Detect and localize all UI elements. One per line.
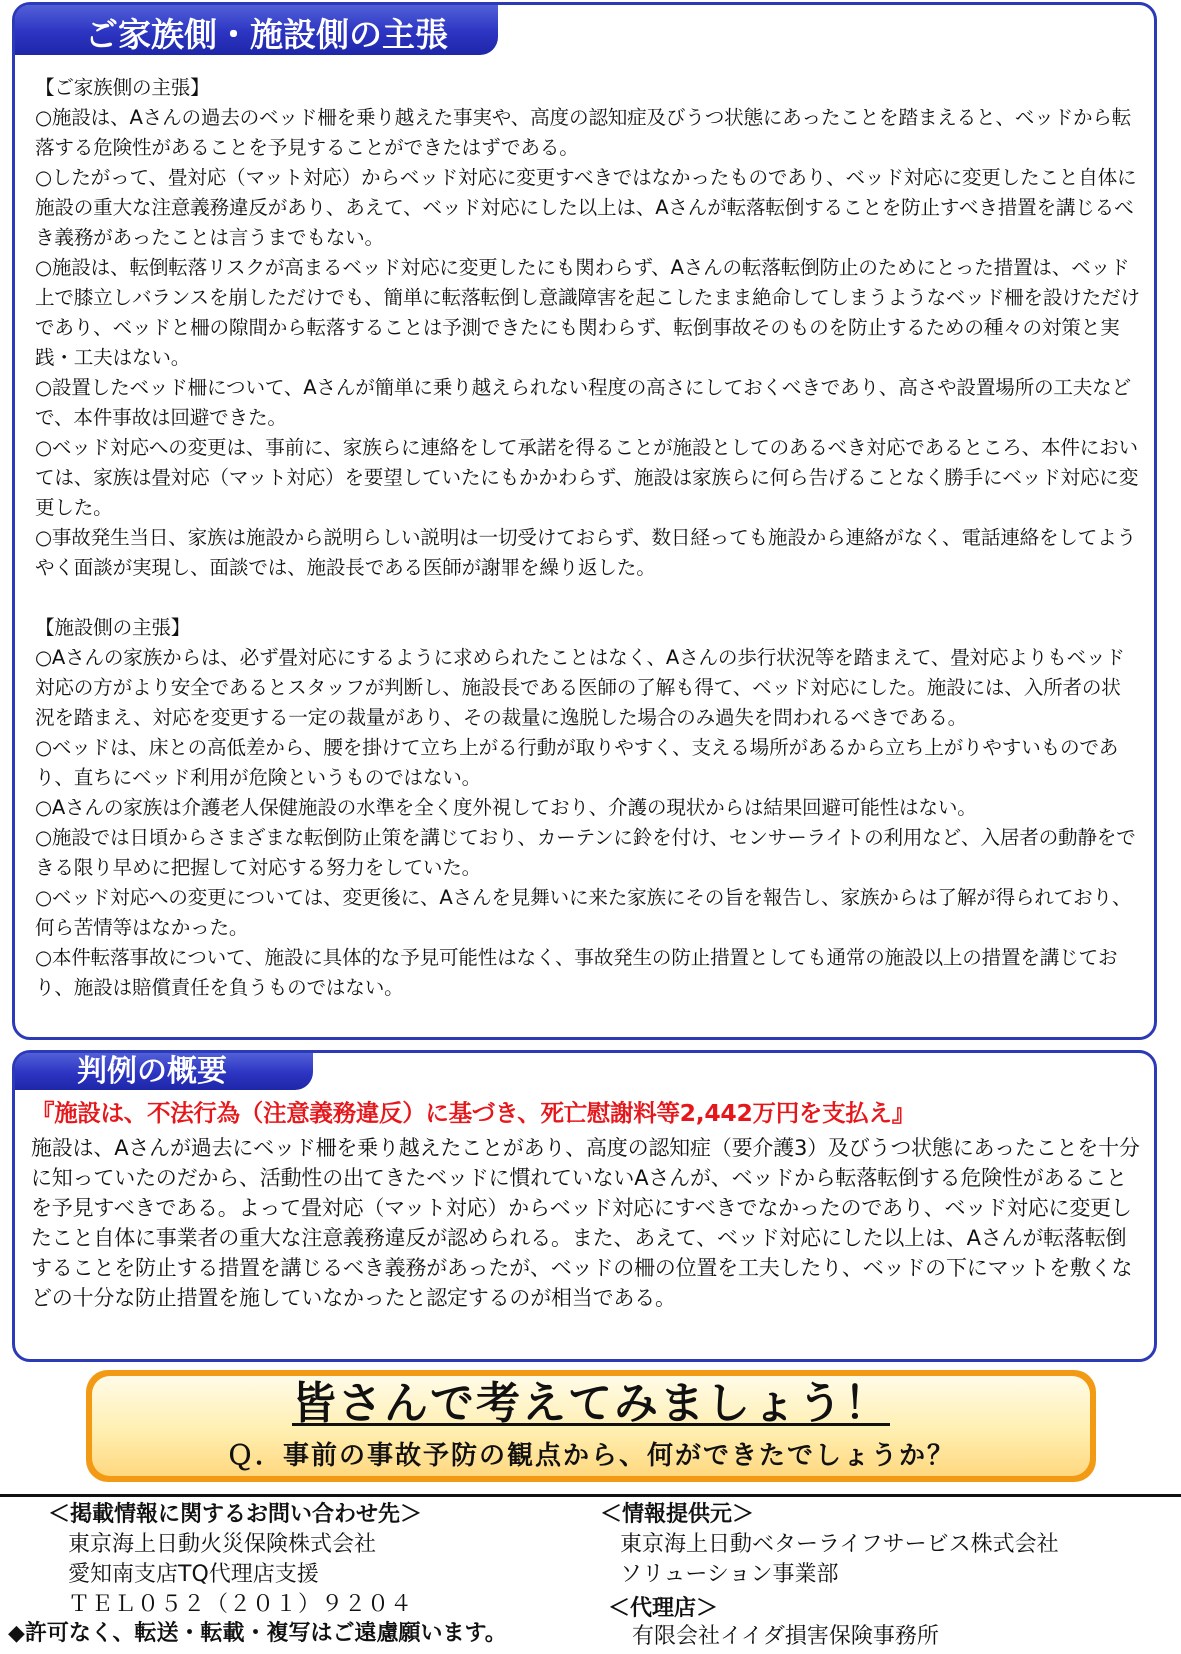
discussion-title: 皆さんで考えてみましょう！ [292, 1378, 890, 1429]
agent-name: 有限会社イイダ損害保険事務所 [632, 1624, 939, 1649]
ruling-body: 施設は、Aさんが過去にベッド柵を乗り越えたことがあり、高度の認知症（要介護3）及びうつ状態にあったことを十分に知っていたのだから、活動性の出てきたベッドに慣れていないAさんが、ベッドから転落転倒する危険性があることを予見すべきである。よって畳対応（マット対応）からベッド対応にすべきでなかったのであり、ベッド対応に変更したこと自体に事業者の重大な注意義務違反が認められる。また、あえて、ベッド対応にした以上は、Aさんが転落転倒することを防止する措置を講じるべき義務があったが、ベッドの柵の位置を工夫したり、ベッドの下にマットを敷くなどの十分な防止措置を施していなかったと認定するのが相当である。 [31, 1136, 1140, 1310]
copy-notice: ◆許可なく、転送・転載・複写はご遠慮願います。 [8, 1621, 507, 1646]
ruling-section [12, 1050, 1157, 1362]
facility-claim-paragraph: ○ベッド対応への変更については、変更後に、Aさんを見舞いに来た家族にその旨を報告し、家族からは了解が得られており、何ら苦情等はなかった。 [35, 886, 1132, 939]
provider-heading: ＜情報提供元＞ [600, 1502, 755, 1527]
contact-heading: ＜掲載情報に関するお問い合わせ先＞ [48, 1502, 423, 1527]
facility-claim-paragraph: ○施設では日頃からさまざまな転倒防止策を講じており、カーテンに鈴を付け、センサーライトの利用など、入居者の動静をできる限り早めに把握して対応する努力をしていた。 [35, 826, 1136, 879]
footer-divider [0, 1494, 1181, 1497]
spacer [35, 583, 1140, 613]
contact-tel: ＴＥＬ０５２（２０１）９２０４ [68, 1592, 414, 1617]
facility-claim-paragraph: ○ベッドは、床との高低差から、腰を掛けて立ち上がる行動が取りやすく、支える場所があるから立ち上がりやすいものであり、直ちにベッド利用が危険というものではない。 [35, 736, 1119, 789]
claims-section [12, 2, 1157, 1040]
agent-heading: ＜代理店＞ [608, 1596, 719, 1621]
claims-body [35, 73, 1140, 1003]
ruling-headline: 『施設は、不法行為（注意義務違反）に基づき、死亡慰謝料等2,442万円を支払え』 [31, 1099, 915, 1127]
family-claim-paragraph: ○ベッド対応への変更は、事前に、家族らに連絡をして承諾を得ることが施設としてのあるべき対応であるところ、本件においては、家族は畳対応（マット対応）を要望していたにもかかわらず、施設は家族らに何ら告げることなく勝手にベッド対応に変更した。 [35, 436, 1139, 519]
family-claim-paragraph: ○設置したベッド柵について、Aさんが簡単に乗り越えられない程度の高さにしておくべきであり、高さや設置場所の工夫などで、本件事故は回避できた。 [35, 376, 1131, 429]
ruling-section-title: 判例の概要 [15, 1053, 313, 1090]
facility-claim-paragraph: ○Aさんの家族からは、必ず畳対応にするように求められたことはなく、Aさんの歩行状況等を踏まえて、畳対応よりもベッド対応の方がより安全であるとスタッフが判断し、施設長である医師の了解も得て、ベッド対応にした。施設には、入所者の状況を踏まえ、対応を変更する一定の裁量があり、その裁量に逸脱した場合のみ過失を問われるべきである。 [35, 646, 1125, 729]
family-claim-paragraph: ○したがって、畳対応（マット対応）からベッド対応に変更すべきではなかったものであり、ベッド対応に変更したこと自体に施設の重大な注意義務違反があり、あえて、ベッド対応にした以上は、Aさんが転落転倒することを防止すべき措置を講じるべき義務があったことは言うまでもない。 [35, 166, 1137, 249]
family-claim-paragraph: ○施設は、転倒転落リスクが高まるベッド対応に変更したにも関わらず、Aさんの転落転倒防止のためにとった措置は、ベッド上で膝立しバランスを崩しただけでも、簡単に転落転倒し意識障害を起こしたまま絶命してしまうようなベッド柵を設けただけであり、ベッドと柵の隙間から転落することは予測できたにも関わらず、転倒事故そのものを防止するための種々の対策と実践・工夫はない。 [35, 256, 1140, 369]
provider-dept: ソリューション事業部 [620, 1562, 839, 1587]
family-claim-paragraph: ○事故発生当日、家族は施設から説明らしい説明は一切受けておらず、数日経っても施設から連絡がなく、電話連絡をしてようやく面談が実現し、面談では、施設長である医師が謝罪を繰り返した。 [35, 526, 1136, 579]
contact-company: 東京海上日動火災保険株式会社 [68, 1532, 377, 1557]
family-claims-heading: 【ご家族側の主張】 [35, 76, 210, 99]
contact-branch: 愛知南支店TQ代理店支援 [68, 1562, 319, 1587]
discussion-banner-inner [92, 1376, 1090, 1476]
family-claim-paragraph: ○施設は、Aさんの過去のベッド柵を乗り越えた事実や、高度の認知症及びうつ状態にあったことを踏まえると、ベッドから転落する危険性があることを予見することができたはずである。 [35, 106, 1132, 159]
provider-company: 東京海上日動ベターライフサービス株式会社 [620, 1532, 1059, 1557]
claims-section-title: ご家族側・施設側の主張 [15, 5, 498, 55]
discussion-banner [86, 1370, 1096, 1482]
facility-claim-paragraph: ○本件転落事故について、施設に具体的な予見可能性はなく、事故発生の防止措置としても通常の施設以上の措置を講じており、施設は賠償責任を負うものではない。 [35, 946, 1118, 999]
facility-claims-heading: 【施設側の主張】 [35, 616, 191, 639]
facility-claim-paragraph: ○Aさんの家族は介護老人保健施設の水準を全く度外視しており、介護の現状からは結果回避可能性はない。 [35, 796, 977, 819]
discussion-question: Ｑ．事前の事故予防の観点から、何ができたでしょうか？ [226, 1441, 955, 1471]
